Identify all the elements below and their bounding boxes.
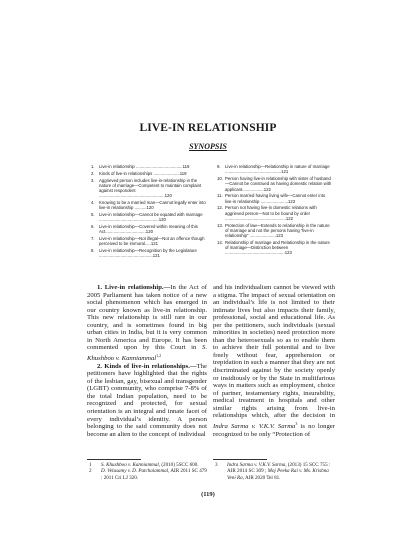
footnote xyxy=(213,462,335,481)
paragraph-1-heading: 1. Live-in relationship.— xyxy=(97,284,171,291)
synopsis-left-column xyxy=(91,164,207,260)
synopsis-item-text: Relationship of marriage and Relationship in the nature of marriage—Distinction between ..................................................123 xyxy=(225,239,330,256)
footnote-divider-right xyxy=(213,459,267,460)
synopsis-item-number: 5. xyxy=(91,212,95,217)
synopsis-item xyxy=(217,176,333,192)
footnote-text-part: , (2010) 5SCC 600. xyxy=(158,462,199,468)
footnote xyxy=(87,468,207,481)
synopsis-item-text: Kinds of live-in relationships ......................119 xyxy=(99,170,187,176)
synopsis-item-number: 1. xyxy=(91,164,95,169)
footnote-ref-1-2: 1,2 xyxy=(156,352,162,358)
footnote-text-part: , AIR 2011 SC 479 : 2011 Cri LJ 320. xyxy=(101,468,207,481)
synopsis-item-text: Live-in relationship—Cannot be equated with marriage ..................................................120 xyxy=(99,212,203,223)
footnote-divider-left xyxy=(87,459,141,460)
synopsis-item-number: 6. xyxy=(91,224,95,229)
footnote-number: 1 xyxy=(89,462,92,468)
footnote-number: 2 xyxy=(89,468,92,475)
footnotes-right xyxy=(213,462,335,481)
synopsis-item xyxy=(91,212,207,223)
footnote-number: 3 xyxy=(215,462,218,468)
synopsis-item xyxy=(217,223,333,239)
paragraph-2-continued-text: and his individualism cannot be viewed with a stigma. The impact of sexual orientation on an individual’s life is not limited to their intimate lives but also impacts their family, professional, social and educational life. As per the petitioners, such individuals (sexual minorities in societies) need protection more than the heterosexuals so as to enable them to achieve their full potential and to live freely without fear, apprehension or trepidation in such a manner that they are not discriminated against by the society openly or insidiously or by the State in multifarious ways in matters such as employment, choice of partner, testamentary rights, insurability, medical treatment in hospitals and other similar rights arising from live-in relationships which, after the decision in xyxy=(213,284,335,420)
synopsis-item-number: 2. xyxy=(91,170,95,176)
footnotes-left xyxy=(87,462,207,481)
synopsis-item-number: 12. xyxy=(217,205,223,211)
footnote-text-part: , AIR 2020 Tel 81. xyxy=(242,474,281,481)
footnote-text-part: , (2013) 15 SCC 755 : AIR 2014 SC 309 ; xyxy=(227,462,331,475)
synopsis-item xyxy=(91,236,207,247)
page-number: (119) xyxy=(201,491,215,498)
synopsis-item xyxy=(91,171,207,176)
synopsis-item-text: Person not having live-in domestic relations with aggrieved person—Not to be bound by order ...................................................122 xyxy=(225,205,317,221)
synopsis-item-text: Protection of law—Extends to relationship in the nature of marriage and not the persons having “live-in relationship” ......................123 xyxy=(225,222,330,238)
footnote-text xyxy=(101,468,207,481)
paragraph-2-continued-tail: is no longer recognized to be only “Protection of xyxy=(213,423,335,438)
synopsis-item-number: 4. xyxy=(91,200,95,205)
paragraph-1-citation: S. Khushboo v. Kanniammal xyxy=(87,344,207,363)
paragraph-2-continued xyxy=(213,284,335,438)
paragraph-2-text: The petitioners have highlighted that the rights of the lesbian, gay, bisexual and transgender (LGBT) community, who comprise 7-8% of the total Indian population, need to be recognized and protected, for sexual orientation is an integral and innate facet of every individual’s identity. A person belonging to the said community does not become an alien to the concept of individual xyxy=(87,362,207,438)
synopsis-item-text: Live-in relationship—Covered within meaning of this Act..................................120 xyxy=(99,224,198,235)
synopsis-item-text: Person married having living wife—Cannot enter into live-in relationship .......................122 xyxy=(225,193,326,204)
synopsis-item xyxy=(217,193,333,204)
synopsis-item-number: 11. xyxy=(217,193,223,199)
body-left-column xyxy=(87,284,207,438)
synopsis-item xyxy=(91,164,207,169)
synopsis-item-number: 10. xyxy=(217,176,223,181)
synopsis-item-text: Aggrieved person includes live-in-relationship in the nature of marriage—Competent to maintain complaint against respondent .......................................................120 xyxy=(99,177,202,199)
footnote-citation: D. Velusamy v. D. Patchaiammal xyxy=(101,468,169,475)
synopsis-item-text: Live-in relationship .......................................119 xyxy=(99,164,190,169)
paragraph-2-citation: Indra Sarma v. V.K.V. Sarma xyxy=(213,423,296,431)
synopsis-item-text: Live-in relationship—Recognition by the Legislature .............................................121 xyxy=(99,248,197,259)
synopsis-item-text: Knowing to be a married man—Cannot legally enter into live-in relationship ..........120 xyxy=(99,200,206,211)
synopsis-item-number: 14. xyxy=(217,239,223,245)
synopsis-right-column xyxy=(217,164,333,257)
footnote-citation: Indra Sarma v. V.K.V. Sarma xyxy=(227,462,286,468)
synopsis-item-number: 9. xyxy=(217,164,221,169)
synopsis-item-text: Person having live-in relationship with sister of husband—Cannot be construed as having domestic relation with applicant..................122 xyxy=(225,176,332,192)
paragraph-2-heading: 2. Kinds of live-in relationships.— xyxy=(97,362,197,370)
synopsis-item xyxy=(91,178,207,199)
synopsis-item xyxy=(91,248,207,259)
synopsis-item-text: Live-in relationship—Not illegal—Not an offence though perceived to be immoral.....121 xyxy=(99,236,205,247)
synopsis-item xyxy=(91,200,207,211)
synopsis-heading: SYNOPSIS xyxy=(189,142,227,151)
paragraph-2 xyxy=(87,363,207,438)
synopsis-item xyxy=(91,224,207,235)
body-right-column xyxy=(213,284,335,438)
synopsis-item-number: 8. xyxy=(91,248,95,253)
synopsis-item-text: Live-in relationship—Relationship in nature of marriage ...............................................121 xyxy=(225,164,330,175)
synopsis-item xyxy=(217,205,333,221)
page-title: LIVE-IN RELATIONSHIP xyxy=(139,122,277,134)
synopsis-item-number: 7. xyxy=(91,236,95,241)
footnote-citation: S. Khushboo v. Kanniammal xyxy=(101,462,159,468)
synopsis-item-number: 13. xyxy=(217,222,223,228)
synopsis-item-number: 3. xyxy=(91,177,95,183)
footnote-text xyxy=(227,462,335,481)
footnote-ref-3: 3 xyxy=(295,420,298,426)
synopsis-item xyxy=(217,240,333,256)
paragraph-1-text: In the Act of 2005 Parliament has taken notice of a new social phenomenon which has emerged in our country known as live-in relationship. This new relationship is still rare in our country, and is sometimes found in big urban cities in India, but it is very common in North America and Europe. It has been commented upon by this Court in xyxy=(87,284,207,352)
synopsis-item xyxy=(217,164,333,175)
paragraph-1 xyxy=(87,284,207,363)
footnote-citation: Moj Peeka Rai v. Ms. Krishna Veni Ra xyxy=(227,468,329,481)
